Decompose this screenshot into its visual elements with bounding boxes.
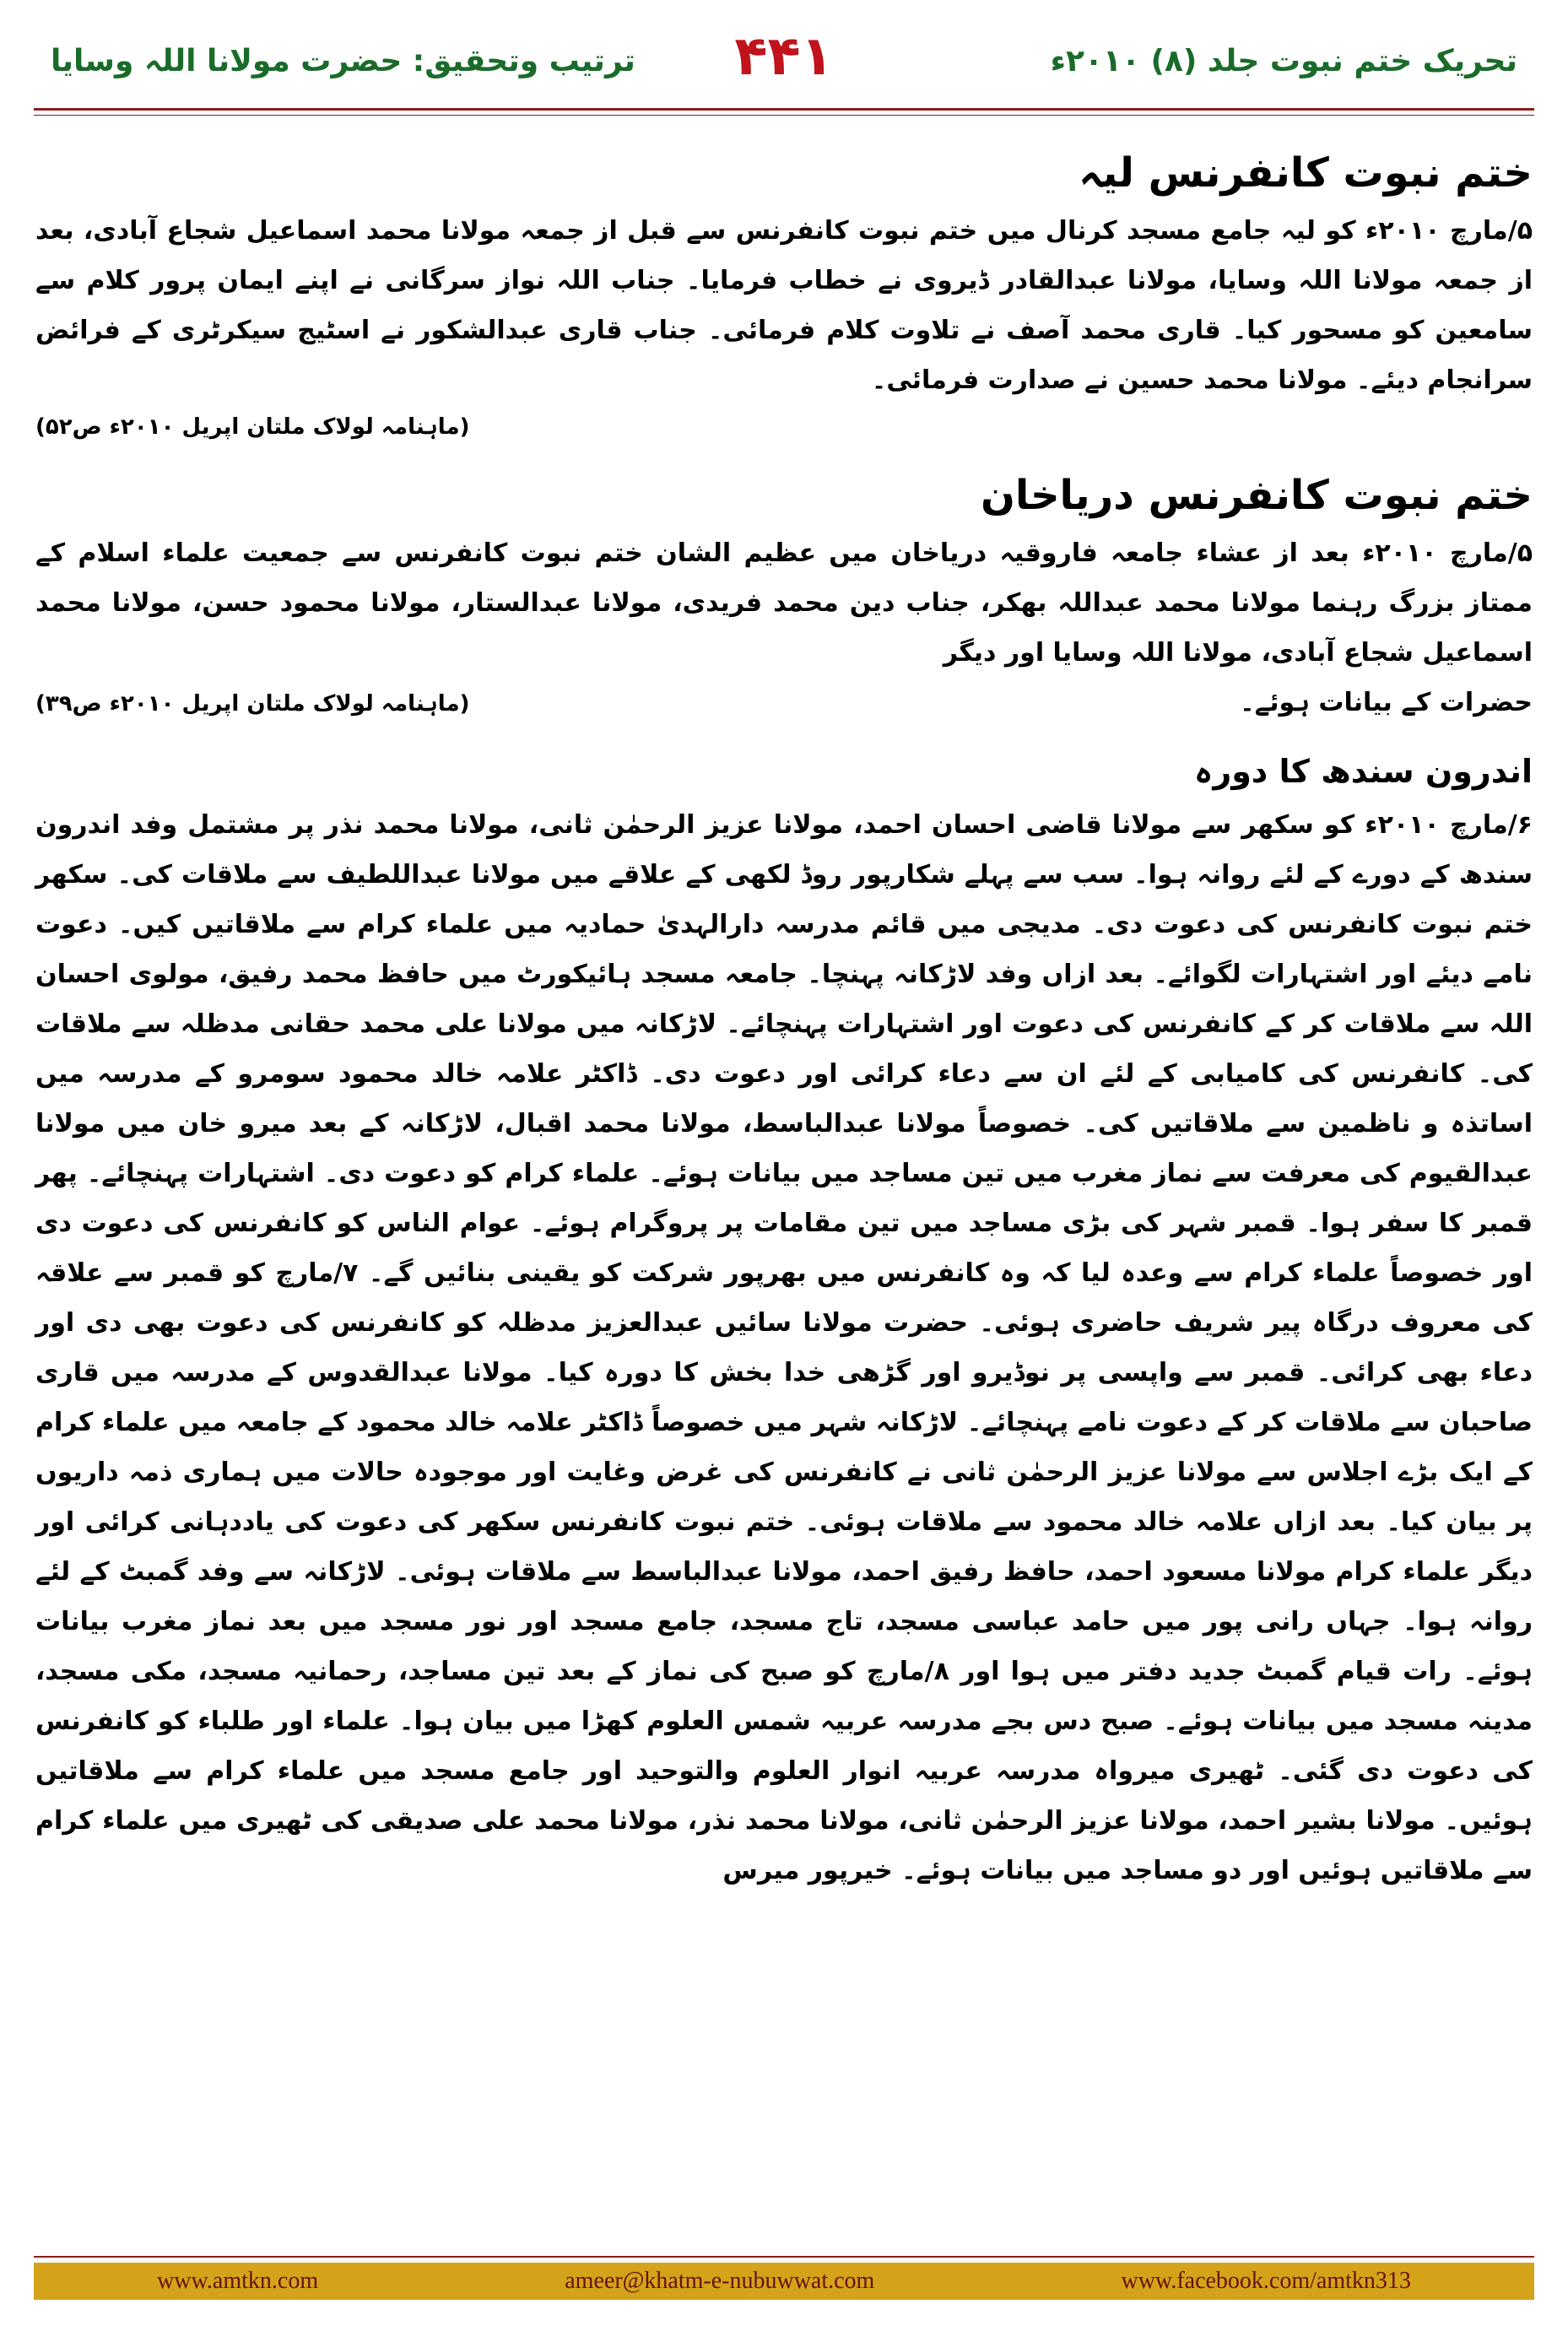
page-content: [35, 127, 1533, 2241]
page-number: ۴۴۱: [734, 25, 834, 88]
source-citation: (ماہنامہ لولاک ملتان اپریل ۲۰۱۰ء ص۵۲): [35, 414, 470, 440]
footer-divider: [34, 2256, 1534, 2258]
running-header: [51, 25, 1517, 101]
facebook-link[interactable]: www.facebook.com/amtkn313: [1121, 2268, 1411, 2294]
source-citation: (ماہنامہ لولاک ملتان اپریل ۲۰۱۰ء ص۳۹): [35, 691, 470, 717]
section-title: اندرون سندھ کا دورہ: [1194, 753, 1533, 790]
email-link[interactable]: ameer@khatm-e-nubuwwat.com: [565, 2268, 875, 2294]
section-body: ۶/مارچ ۲۰۱۰ء کو سکھر سے مولانا قاضی احسان احمد، مولانا عزیز الرحمٰن ثانی، مولانا محمد نذر پر مشتمل وفد اندرون سندھ کے دورے کے لئے روانہ ہوا۔ سب سے پہلے شکارپور روڈ لکھی کے علاقے میں مولانا عبداللطیف سے ملاقات کی۔ سکھر ختم نبوت کانفرنس کی دعوت دی۔ مدیجی میں قائم مدرسہ دارالہدیٰ حمادیہ میں علماء کرام سے ملاقاتیں کیں۔ دعوت نامے دیئے اور اشتہارات لگوائے۔ بعد ازاں وفد لاڑکانہ پہنچا۔ جامعہ مسجد ہائیکورٹ میں حافظ محمد رفیق، مولوی احسان اللہ سے ملاقات کر کے کانفرنس کی دعوت اور اشتہارات پہنچائے۔ لاڑکانہ میں مولانا علی محمد حقانی مدظلہ سے ملاقات کی۔ کانفرنس کی کامیابی کے لئے ان سے دعاء کرائی اور دعوت دی۔ ڈاکٹر علامہ خالد محمود سومرو کے مدرسہ میں اساتذہ و ناظمین سے ملاقاتیں کی۔ خصوصاً مولانا عبدالباسط، مولانا محمد اقبال، لاڑکانہ کے بعد میرو خان میں مولانا عبدالقیوم کی معرفت سے نماز مغرب میں تین مساجد میں بیانات ہوئے۔ علماء کرام کو دعوت دی۔ اشتہارات پہنچائے۔ پھر قمبر کا سفر ہوا۔ قمبر شہر کی بڑی مساجد میں تین مقامات پر پروگرام ہوئے۔ عوام الناس کو کانفرنس کی دعوت دی اور خصوصاً علماء کرام سے وعدہ لیا کہ وہ کانفرنس میں بھرپور شرکت کو یقینی بنائیں گے۔ ۷/مارچ کو قمبر سے علاقہ کی معروف درگاہ پیر شریف حاضری ہوئی۔ حضرت مولانا سائیں عبدالعزیز مدظلہ کو کانفرنس کی دعوت بھی دی اور دعاء بھی کرائی۔ قمبر سے واپسی پر نوڈیرو اور گڑھی خدا بخش کا دورہ کیا۔ مولانا عبدالقدوس کے مدرسہ میں قاری صاحبان سے ملاقات کر کے دعوت نامے پہنچائے۔ لاڑکانہ شہر میں خصوصاً ڈاکٹر علامہ خالد محمود کے جامعہ میں علماء کرام کے ایک بڑے اجلاس سے مولانا عزیز الرحمٰن ثانی نے کانفرنس کی غرض وغایت اور موجودہ حالات میں ہماری ذمہ داریوں پر بیان کیا۔ بعد ازاں علامہ خالد محمود سے ملاقات ہوئی۔ ختم نبوت کانفرنس سکھر کی دعوت کی یاددہانی کرائی اور دیگر علماء کرام مولانا مسعود احمد، حافظ رفیق احمد، مولانا عبدالباسط سے ملاقات ہوئی۔ لاڑکانہ سے وفد گمبٹ کے لئے روانہ ہوا۔ جہاں رانی پور میں حامد عباسی مسجد، تاج مسجد، جامع مسجد اور نور مسجد میں بعد نماز مغرب بیانات ہوئے۔ رات قیام گمبٹ جدید دفتر میں ہوا اور ۸/مارچ کو صبح کی نماز کے بعد تین مساجد، رحمانیہ مسجد، مکی مسجد، مدینہ مسجد میں بیانات ہوئے۔ صبح دس بجے مدرسہ عربیہ شمس العلوم کھڑا میں بیان ہوا۔ علماء اور طلباء کو کانفرنس کی دعوت دی گئی۔ ٹھیری میرواہ مدرسہ عربیہ انوار العلوم والتوحید اور جامع مسجد میں علماء کرام سے ملاقاتیں ہوئیں۔ مولانا بشیر احمد، مولانا عزیز الرحمٰن ثانی، مولانا محمد نذر، مولانا محمد علی صدیقی کی ٹھیری میں علماء کرام سے ملاقاتیں ہوئیں اور دو مساجد میں بیانات ہوئے۔ خیرپور میرس: [35, 810, 1533, 1885]
section-layyah-conference: [35, 143, 1533, 449]
section-title: ختم نبوت کانفرنس دریاخان: [980, 472, 1533, 519]
header-divider-thin: [34, 115, 1534, 116]
header-divider: [34, 108, 1534, 111]
section-body-end: حضرات کے بیانات ہوئے۔: [1240, 688, 1533, 717]
section-daryakhan-conference: [35, 466, 1533, 727]
section-body: ۵/مارچ ۲۰۱۰ء بعد از عشاء جامعہ فاروقیہ دریاخان میں عظیم الشان ختم نبوت کانفرنس سے جمعیت علماء اسلام کے ممتاز بزرگ رہنما مولانا محمد عبداللہ بھکر، جناب دین محمد فریدی، مولانا عبدالستار، مولانا محمود حسن، مولانا محمد اسماعیل شجاع آبادی، مولانا اللہ وسایا اور دیگر: [35, 538, 1533, 668]
section-sindh-tour: [35, 746, 1533, 1896]
section-body: ۵/مارچ ۲۰۱۰ء کو لیہ جامع مسجد کرنال میں ختم نبوت کانفرنس سے قبل از جمعہ مولانا محمد اسماعیل شجاع آبادی، بعد از جمعہ مولانا اللہ وسایا، مولانا عبدالقادر ڈیروی نے خطاب فرمایا۔ جناب اللہ نواز سرگانی نے اپنے ایمان پرور کلام سے سامعین کو مسحور کیا۔ قاری محمد آصف نے تلاوت کلام فرمائی۔ جناب قاری عبدالشکور نے اسٹیج سیکرٹری کے فرائض سرانجام دیئے۔ مولانا محمد حسین نے صدارت فرمائی۔: [35, 216, 1533, 395]
footer-band: [34, 2263, 1534, 2300]
book-title: تحریک ختم نبوت جلد (۸) ۲۰۱۰ء: [1050, 44, 1517, 78]
section-title: ختم نبوت کانفرنس لیہ: [1079, 149, 1533, 197]
website-link[interactable]: www.amtkn.com: [157, 2268, 319, 2294]
compiler-credit: ترتیب وتحقیق: حضرت مولانا اللہ وسایا: [51, 44, 635, 78]
section-last-line: [35, 678, 1533, 727]
